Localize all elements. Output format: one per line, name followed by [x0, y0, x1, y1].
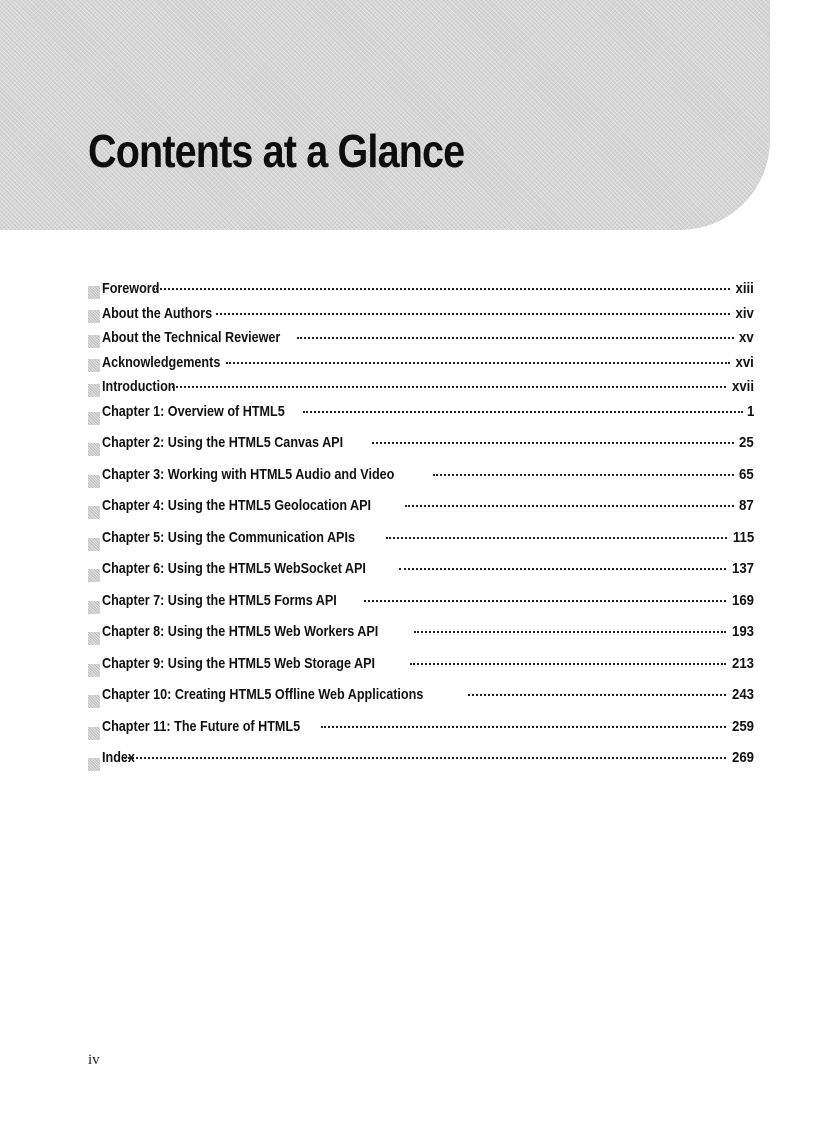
toc-entry-page: 259 [731, 717, 754, 735]
toc-entry-page: 243 [731, 686, 754, 703]
toc-entry-chapter-9[interactable] [88, 655, 754, 687]
toc-entry-title: Acknowledgements [102, 353, 221, 371]
toc-entry-title: Chapter 11: The Future of HTML5 [102, 717, 301, 735]
toc-entry-title: About the Authors [102, 304, 213, 322]
toc-entry-title: Chapter 6: Using the HTML5 WebSocket API [102, 560, 366, 577]
header-band [0, 0, 770, 230]
toc-entry-page: 213 [731, 654, 754, 672]
toc-entry-chapter-10[interactable] [88, 686, 754, 718]
bullet-square-icon [88, 695, 100, 708]
bullet-square-icon [88, 758, 100, 771]
dot-leader [433, 474, 734, 476]
header-band-fill [0, 0, 770, 230]
dot-leader [410, 663, 726, 665]
bullet-square-icon [88, 412, 100, 425]
toc-entry-page: xvi [735, 353, 754, 371]
toc-entry-title: Chapter 7: Using the HTML5 Forms API [102, 591, 337, 609]
toc-entry-page: 1 [746, 402, 754, 420]
toc-entry-page: xiv [735, 304, 754, 322]
bullet-square-icon [88, 335, 100, 348]
toc-entry-title: Chapter 2: Using the HTML5 Canvas API [102, 434, 344, 451]
toc-entry-foreword[interactable] [88, 280, 754, 305]
dot-leader [399, 568, 726, 570]
bullet-square-icon [88, 727, 100, 740]
toc-entry-page: 269 [731, 749, 754, 766]
toc-entry-chapter-8[interactable] [88, 623, 754, 655]
toc-entry-title: Introduction [102, 378, 176, 395]
dot-leader [124, 757, 726, 759]
toc-entry-acknowledgements[interactable] [88, 354, 754, 379]
dot-leader [405, 505, 734, 507]
toc-entry-chapter-7[interactable] [88, 592, 754, 624]
dot-leader [414, 631, 726, 633]
dot-leader [153, 288, 730, 290]
toc-entry-page: xiii [735, 280, 754, 297]
toc-entry-page: 87 [739, 497, 754, 514]
dot-leader [226, 362, 730, 364]
bullet-square-icon [88, 538, 100, 551]
bullet-square-icon [88, 443, 100, 456]
toc-entry-technical-reviewer[interactable] [88, 329, 754, 354]
toc-entry-title: Chapter 8: Using the HTML5 Web Workers API [102, 623, 379, 640]
toc-entry-title: Chapter 9: Using the HTML5 Web Storage API [102, 654, 376, 672]
dot-leader [303, 411, 743, 413]
toc-entry-page: xv [739, 329, 754, 346]
toc-entry-title: Foreword [102, 280, 160, 297]
toc-entry-page: 193 [731, 623, 754, 640]
dot-leader [216, 313, 730, 315]
bullet-square-icon [88, 475, 100, 488]
bullet-square-icon [88, 286, 100, 299]
dot-leader [364, 600, 725, 602]
toc-entry-title: Chapter 10: Creating HTML5 Offline Web Applications [102, 686, 424, 703]
toc-entry-chapter-1[interactable] [88, 403, 754, 435]
toc-entry-title: Chapter 1: Overview of HTML5 [102, 402, 285, 420]
toc-entry-page: 115 [732, 528, 754, 546]
bullet-square-icon [88, 310, 100, 323]
table-of-contents [88, 280, 754, 781]
toc-entry-chapter-3[interactable] [88, 466, 754, 498]
toc-entry-index[interactable] [88, 749, 754, 781]
toc-entry-title: Chapter 3: Working with HTML5 Audio and Video [102, 465, 395, 483]
bullet-square-icon [88, 359, 100, 372]
toc-entry-page: 169 [731, 591, 754, 609]
bullet-square-icon [88, 601, 100, 614]
toc-entry-page: 65 [739, 465, 754, 483]
page-title: Contents at a Glance [88, 125, 465, 177]
dot-leader [386, 537, 727, 539]
bullet-square-icon [88, 569, 100, 582]
header-right-margin [770, 0, 816, 160]
toc-entry-chapter-6[interactable] [88, 560, 754, 592]
toc-entry-chapter-4[interactable] [88, 497, 754, 529]
toc-entry-page: 25 [739, 434, 754, 451]
dot-leader [372, 442, 734, 444]
page-number: iv [88, 1052, 100, 1068]
dot-leader [297, 337, 734, 339]
toc-entry-title: Chapter 4: Using the HTML5 Geolocation API [102, 497, 372, 514]
dot-leader [321, 726, 726, 728]
bullet-square-icon [88, 664, 100, 677]
toc-entry-title: Chapter 5: Using the Communication APIs [102, 528, 355, 546]
toc-entry-chapter-2[interactable] [88, 434, 754, 466]
bullet-square-icon [88, 506, 100, 519]
toc-entry-chapter-11[interactable] [88, 718, 754, 750]
bullet-square-icon [88, 384, 100, 397]
toc-entry-introduction[interactable] [88, 378, 754, 403]
dot-leader [468, 694, 726, 696]
bullet-square-icon [88, 632, 100, 645]
toc-entry-title: About the Technical Reviewer [102, 329, 281, 346]
toc-entry-page: 137 [731, 560, 754, 577]
toc-entry-page: xvii [731, 378, 754, 395]
toc-entry-title: Index [102, 749, 135, 766]
toc-entry-chapter-5[interactable] [88, 529, 754, 561]
dot-leader [172, 386, 725, 388]
toc-entry-about-the-authors[interactable] [88, 305, 754, 330]
